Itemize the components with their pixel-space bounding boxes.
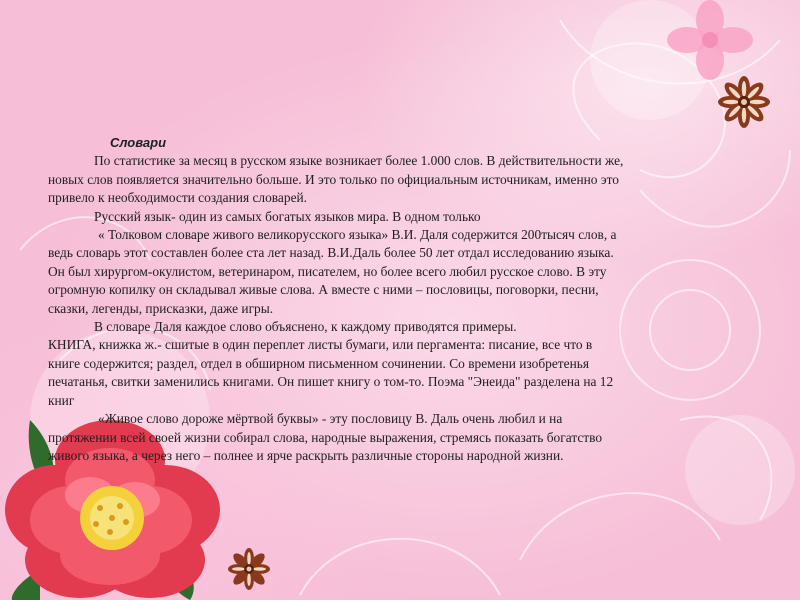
page-title: Словари (110, 135, 167, 150)
dictionary-text (48, 134, 728, 465)
paragraph-line: книг (48, 392, 75, 408)
paragraph-line: КНИГА, книжка ж.- сшитые в один переплет листы бумаги, или пергамента: писание, все что в (48, 337, 593, 353)
paragraph-line: сказки, легенды, присказки, даже игры. (48, 300, 274, 316)
paragraph-line: огромную копилку он складывал живые слова. А вместе с ними – пословицы, поговорки, песни, (48, 282, 599, 298)
paragraph-line: « Толковом словаре живого великорусского языка» В.И. Даля содержится 200тысяч слов, а (98, 227, 617, 243)
paragraph-line: В словаре Даля каждое слово объяснено, к каждому приводятся примеры. (94, 319, 517, 335)
paragraph-line: «Живое слово дороже мёртвой буквы» - эту пословицу В. Даль очень любил и на (98, 411, 563, 427)
paragraph-line: протяжении всей своей жизни собирал слова, народные выражения, стремясь показать богатство (48, 429, 603, 445)
paragraph-line: привело к необходимости создания словарей. (48, 190, 308, 206)
brown-flower-icon (718, 76, 770, 128)
paragraph-line: новых слов появляется значительно больше. И это только по официальным источникам, именно это (48, 171, 619, 187)
paragraph-line: печатанья, свитки заменились книгами. Он пишет книгу о том-то. Поэма "Энеида" разделена на 12 (48, 374, 614, 390)
paragraph-line: книге содержится; раздел, отдел в обширном письменном сочинении. Со времени изобретенья (48, 355, 590, 371)
paragraph-line: Он был хирургом-окулистом, ветеринаром, писателем, но более всего любил русское слово. В эту (48, 263, 607, 279)
paragraph-line: ведь словарь этот составлен более ста лет назад. В.И.Даль более 50 лет отдал исследованию языка. (48, 245, 614, 261)
paragraph-line: По статистике за месяц в русском языке возникает более 1.000 слов. В действительности же, (94, 153, 624, 169)
paragraph-line: живого языка, а через него – полнее и ярче раскрыть различные стороны народной жизни. (48, 447, 564, 463)
paragraph-line: Русский язык- один из самых богатых языков мира. В одном только (94, 208, 481, 224)
pale-flower-icon (665, 0, 755, 80)
